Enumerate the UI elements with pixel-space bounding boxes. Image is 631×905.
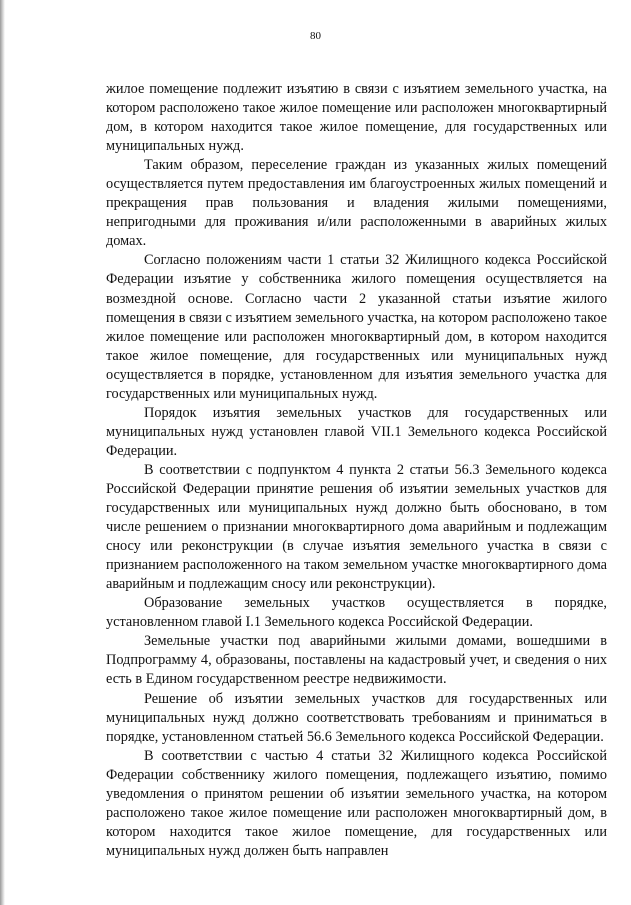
page-number: 80 xyxy=(310,30,321,42)
paragraph-5: В соответствии с подпунктом 4 пункта 2 статьи 56.3 Земельного кодекса Российской Федерации принятие решения об изъятии земельных участков для государственных или муниципальных нужд должно быть обосновано, в том числе решением о признании многоквартирного дома аварийным и подлежащим сносу или реконструкции (в случае изъятия земельного участка в связи с признанием расположенного на таком земельном участке многоквартирного дома аварийным и подлежащим сносу или реконструкции). xyxy=(106,461,607,593)
paragraph-3: Согласно положениям части 1 статьи 32 Жилищного кодекса Российской Федерации изъятие у собственника жилого помещения осуществляется на возмездной основе. Согласно части 2 указанной статьи изъятие жилого помещения в связи с изъятием земельного участка, на котором расположено такое жилое помещение или расположен многоквартирный дом, в котором находится такое жилое помещение, для государственных или муниципальных нужд осуществляется в порядке, установленном для изъятия земельного участка для государственных или муниципальных нужд. xyxy=(106,252,607,402)
paragraph-7: Земельные участки под аварийными жилыми домами, вошедшими в Подпрограмму 4, образованы, поставлены на кадастровый учет, и сведения о них есть в Едином государственном реестре недвижимости. xyxy=(106,633,607,688)
paragraph-8: Решение об изъятии земельных участков для государственных или муниципальных нужд должно соответствовать требованиям и приниматься в порядке, установленном статьей 56.6 Земельного кодекса Российской Федерации. xyxy=(106,690,607,745)
document-body xyxy=(106,80,607,861)
paragraph-2: Таким образом, переселение граждан из указанных жилых помещений осуществляется путем предоставления им благоустроенных жилых помещений и прекращения прав пользования и владения жилыми помещениями, непригодными для проживания и/или расположенными в аварийных жилых домах. xyxy=(106,157,607,250)
paragraph-4: Порядок изъятия земельных участков для государственных или муниципальных нужд установлен главой VII.1 Земельного кодекса Российской Федерации. xyxy=(106,404,607,459)
paragraph-9: В соответствии с частью 4 статьи 32 Жилищного кодекса Российской Федерации собственнику жилого помещения, подлежащего изъятию, помимо уведомления о принятом решении об изъятии земельного участка, на котором расположено такое жилое помещение или расположен многоквартирный дом, в котором находится такое жилое помещение, для государственных или муниципальных нужд должен быть направлен xyxy=(106,747,607,859)
scan-edge-shadow xyxy=(0,0,5,905)
paragraph-6: Образование земельных участков осуществляется в порядке, установленном главой I.1 Земельного кодекса Российской Федерации. xyxy=(106,595,607,631)
paragraph-1: жилое помещение подлежит изъятию в связи с изъятием земельного участка, на котором расположено такое жилое помещение или расположен многоквартирный дом, в котором находится такое жилое помещение, для государственных или муниципальных нужд. xyxy=(106,81,607,155)
